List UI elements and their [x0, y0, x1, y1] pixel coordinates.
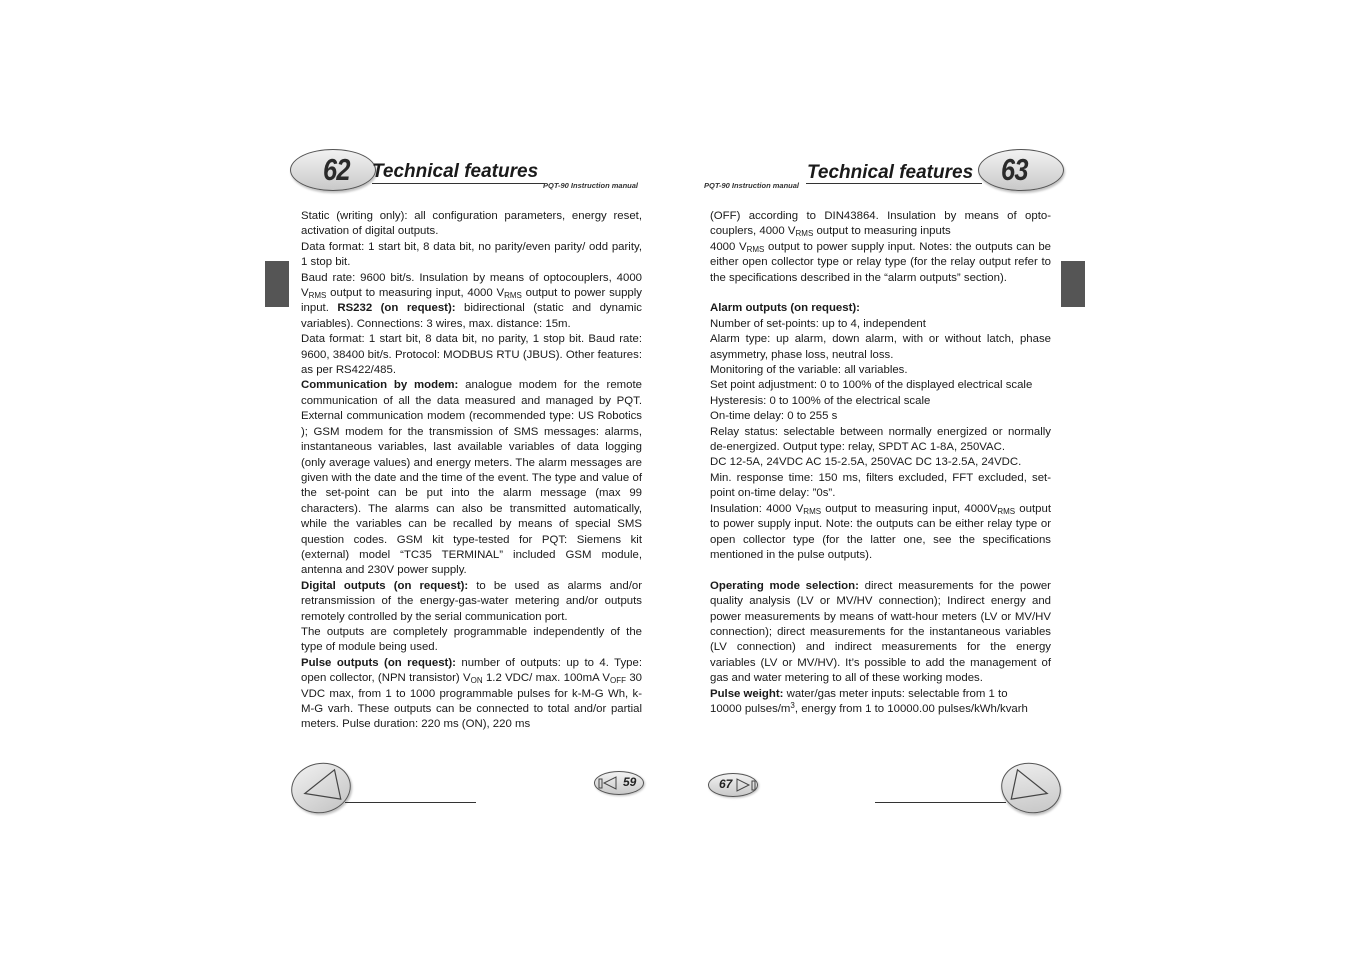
goto-page-link[interactable] [708, 773, 758, 797]
body-text [710, 209, 1051, 717]
paragraph: Digital outputs (on request): to be used as alarms and/or retransmission of the energy-gas-water metering and/or outputs remotely controlled by the serial communication port. [301, 579, 642, 623]
right-page [676, 0, 1351, 954]
paragraph: Operating mode selection: direct measurements for the power quality analysis (LV or MV/HV connection); Indirect energy and power measurements by means of watt-hour meters (LV or MV/HV connection); direct measurements for the instantaneous variables (LV connection) and indirect measurements for the energy variables (LV or MV/HV). It’s possible to add the management of gas and water metering to all of these working modes. [710, 579, 1051, 685]
manual-label: PQT-90 Instruction manual [704, 181, 800, 190]
triangle-right-icon [1007, 766, 1056, 810]
paragraph: Min. response time: 150 ms, filters excluded, FFT excluded, set-point on-time delay: ”0s”. [710, 471, 1051, 500]
section-tab [1061, 261, 1085, 307]
paragraph: (OFF) according to DIN43864. Insulation by means of opto-couplers, 4000 $V_{RMS}$ output to measuring inputs [710, 210, 1051, 239]
manual-label: PQT-90 Instruction manual [543, 181, 639, 190]
paragraph: Static (writing only): all configuration parameters, energy reset, activation of digital outputs. [301, 210, 642, 238]
paragraph: Baud rate: 9600 bit/s. Insulation by means of optocouplers, 4000 $V_{RMS}$ output to measuring input, 4000 $V_{RMS}$ output to power supply input. RS232 (on request): bidirectional (static and dynamic variables). Connections: 3 wires, max. distance: 15m. [301, 271, 642, 330]
paragraph: Number of set-points: up to 4, independent [710, 317, 926, 330]
goto-page-number: 59 [623, 775, 637, 789]
section-heading: Alarm outputs (on request): [710, 302, 860, 315]
page-number: 62 [323, 152, 350, 187]
page-title: Technical features [372, 161, 539, 182]
paragraph: Data format: 1 start bit, 8 data bit, no parity, 1 stop bit. Baud rate: 9600, 38400 bit/s. Protocol: MODBUS RTU (JBUS). Other features: as per RS422/485. [301, 333, 642, 377]
page-title: Technical features [807, 162, 974, 183]
page-number-badge [290, 149, 376, 191]
paragraph: Set point adjustment: 0 to 100% of the displayed electrical scale [710, 379, 1033, 392]
page-number: 63 [1001, 152, 1028, 187]
previous-page-button[interactable] [286, 757, 355, 818]
left-page [0, 0, 675, 954]
paragraph: Data format: 1 start bit, 8 data bit, no parity/even parity/ odd parity, 1 stop bit. [301, 240, 642, 269]
paragraph: Pulse outputs (on request): number of outputs: up to 4. Type: open collector, (NPN transistor) $V_{ON}$ 1.2 VDC/ max. 100mA $V_{OFF}$ 30 VDC max, from 1 to 1000 programmable pulses for k-M-G Wh, k-M-G varh. These outputs can be connected to total and/or partial meters. Pulse duration: 220 ms (ON), 220 ms [301, 656, 642, 731]
section-tab [265, 261, 289, 307]
paragraph: Insulation: 4000 $V_{RMS}$ output to measuring input, $4000V_{RMS}$ output to power supply input. Note: the outputs can be either relay type or open collector type (for the latter one, see the specifications mentioned in the pulse outputs). [710, 502, 1051, 561]
paragraph: On-time delay: 0 to 255 s [710, 410, 838, 423]
goto-page-number: 67 [719, 777, 733, 791]
header-rule [372, 183, 544, 184]
paragraph: Hysteresis: 0 to 100% of the electrical scale [710, 394, 931, 407]
paragraph: Monitoring of the variable: all variables. [710, 364, 908, 377]
triangle-left-icon [297, 766, 346, 810]
paragraph: Pulse weight: water/gas meter inputs: selectable from 1 to [710, 687, 1008, 700]
back-arrow-icon [598, 776, 622, 790]
paragraph: Relay status: selectable between normally energized or normally de-energized. Output type: relay, SPDT AC 1-8A, 250VAC. [710, 425, 1051, 454]
paragraph: DC 12-5A, 24VDC AC 15-2.5A, 250VAC DC 13-2.5A, 24VDC. [710, 456, 1022, 469]
paragraph: 10000 pulses/$m^3$, energy from 1 to 10000.00 pulses/kWh/kvarh [710, 700, 1028, 715]
page-number-badge [978, 149, 1064, 191]
paragraph: Alarm type: up alarm, down alarm, with or without latch, phase asymmetry, phase loss, neutral loss. [710, 333, 1051, 361]
body-text [301, 209, 642, 733]
paragraph: Communication by modem: analogue modem for the remote communication of all the data measured and managed by PQT. External communication modem (recommended type: US Robotics ); GSM modem for the transmission of SMS messages: alarms, instantaneous variables, last available variables of data logging (only average values) and energy meters. The alarm messages are given with the date and the time of the event. The type and value of the set-point can be put into the alarm message (max 99 characters). The alarms can also be transmitted automatically, while the variables can be recalled by means of special SMS question codes. GSM kit type-tested for PQT: Siemens kit (external) model “TC35 TERMINAL” included GSM module, antenna and 230V power supply. [301, 379, 642, 577]
goto-page-link[interactable] [594, 771, 644, 795]
paragraph: 4000 $V_{RMS}$ output to power supply input. Notes: the outputs can be either open collector type or relay type (for the relay output refer to the specifications described in the “alarm outputs” section). [710, 240, 1051, 284]
next-page-button[interactable] [996, 757, 1065, 818]
footer-rule [345, 802, 476, 803]
forward-arrow-icon [735, 778, 759, 792]
footer-rule [875, 802, 1006, 803]
paragraph: The outputs are completely programmable independently of the type of module being used. [301, 625, 642, 654]
